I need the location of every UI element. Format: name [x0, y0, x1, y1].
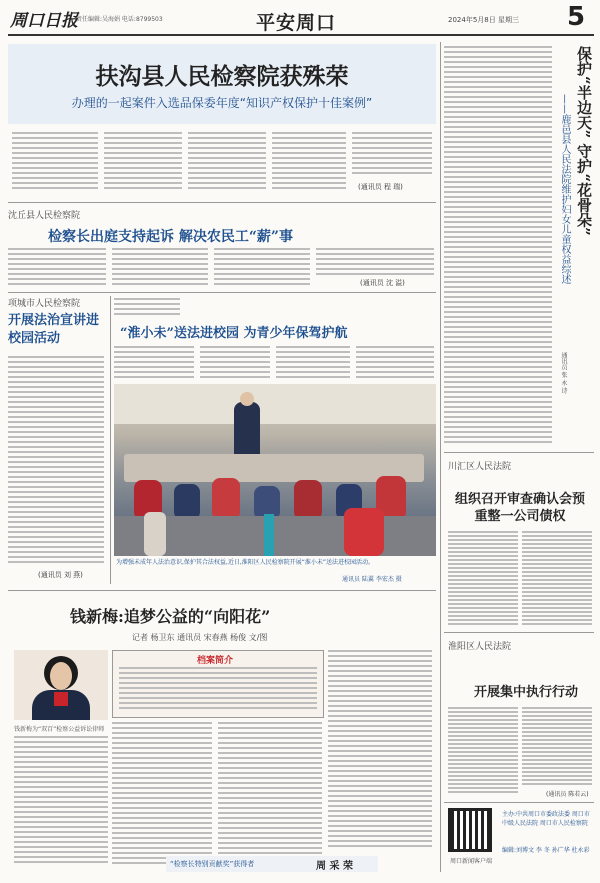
photo-caption: 为增强未成年人法治意识,保护其合法权益,近日,淮阳区人民检察院开展“淮小未”送法进校园活动。 [116, 559, 374, 566]
side-feature-luyi [444, 42, 594, 450]
story-huaiyang-court [444, 635, 594, 800]
story3-headline: 开展法治宣讲进校园活动 [8, 313, 100, 346]
story7-department: 淮阳区人民法院 [448, 642, 512, 652]
portrait-caption: 钱新梅为“双百”检察公益诉讼律师 [14, 726, 105, 733]
story6-department: 川汇区人民法院 [448, 462, 512, 472]
profile-box [112, 650, 324, 718]
story3-byline: (通讯员 刘 燕) [38, 571, 83, 579]
photo-credit: 通讯员 陆翼 李宏杰 摄 [342, 576, 402, 583]
issue-date: 2024年5月8日 星期三 [448, 16, 519, 24]
issue-info: 责任编辑:吴海娟 电话:8799503 [76, 16, 163, 23]
story-qian-xinmei [8, 594, 436, 876]
lead-subtitle: 办理的一起案件入选品保委年度“知识产权保护十佳案例” [71, 96, 373, 110]
lead-byline: (通讯员 程 瑞) [358, 183, 403, 191]
portrait-photo [14, 650, 108, 720]
story7-headline: 开展集中执行行动 [474, 685, 579, 700]
page-number: 5 [567, 2, 586, 32]
story-xiangcheng [8, 294, 108, 584]
footer-credits: 主办:中共周口市委政法委 周口市中级人民法院 周口市人民检察院 [502, 811, 590, 827]
award-title: “检察长特别贡献奖”获得者 [170, 860, 255, 868]
story2-headline: 检察长出庭支持起诉 解决农民工“薪”事 [48, 229, 293, 245]
newspaper-logo: 周口日报 [10, 11, 78, 31]
award-recipient: 周 采 荣 [316, 861, 353, 872]
story6-headline: 组织召开审查确认会预重整一公司债权 [454, 492, 585, 524]
story-huaiyang-campus [114, 296, 436, 586]
side-subheadline: ——鹿邑县人民法院维护妇女儿童权益综述 [559, 94, 570, 284]
lead-headline: 扶沟县人民检察院获殊荣 [95, 63, 349, 90]
story-chuanhui [444, 455, 594, 630]
qr-code [448, 808, 492, 852]
classroom-photo [114, 384, 436, 556]
award-banner [166, 856, 378, 872]
story4-headline: “淮小未”送法进校园 为青少年保驾护航 [120, 326, 348, 341]
qr-caption: 周口新闻客户端 [449, 858, 492, 865]
profile-box-title: 档案简介 [197, 656, 234, 666]
side-headline: 保护“半边天” 守护“花骨朵” [575, 46, 593, 236]
footer-editor: 编辑:刘博文 李 冬 孙广华 杜永彩 [502, 847, 590, 854]
page-footer [444, 806, 594, 878]
section-title: 平安周口 [256, 12, 337, 34]
story-shenqiu [8, 206, 436, 286]
story5-byline: 记者 杨卫东 通讯员 宋春燕 杨俊 文/图 [132, 633, 268, 642]
side-byline: 通讯员 张 永 诗 [560, 352, 567, 394]
story5-headline: 钱新梅:追梦公益的“向阳花” [70, 607, 271, 626]
lead-story [8, 44, 436, 198]
story3-department: 项城市人民检察院 [8, 299, 81, 309]
story7-byline: (通讯员 陈若云) [546, 791, 589, 798]
story2-department: 沈丘县人民检察院 [8, 211, 81, 221]
story2-byline: (通讯员 沈 溢) [360, 279, 405, 287]
